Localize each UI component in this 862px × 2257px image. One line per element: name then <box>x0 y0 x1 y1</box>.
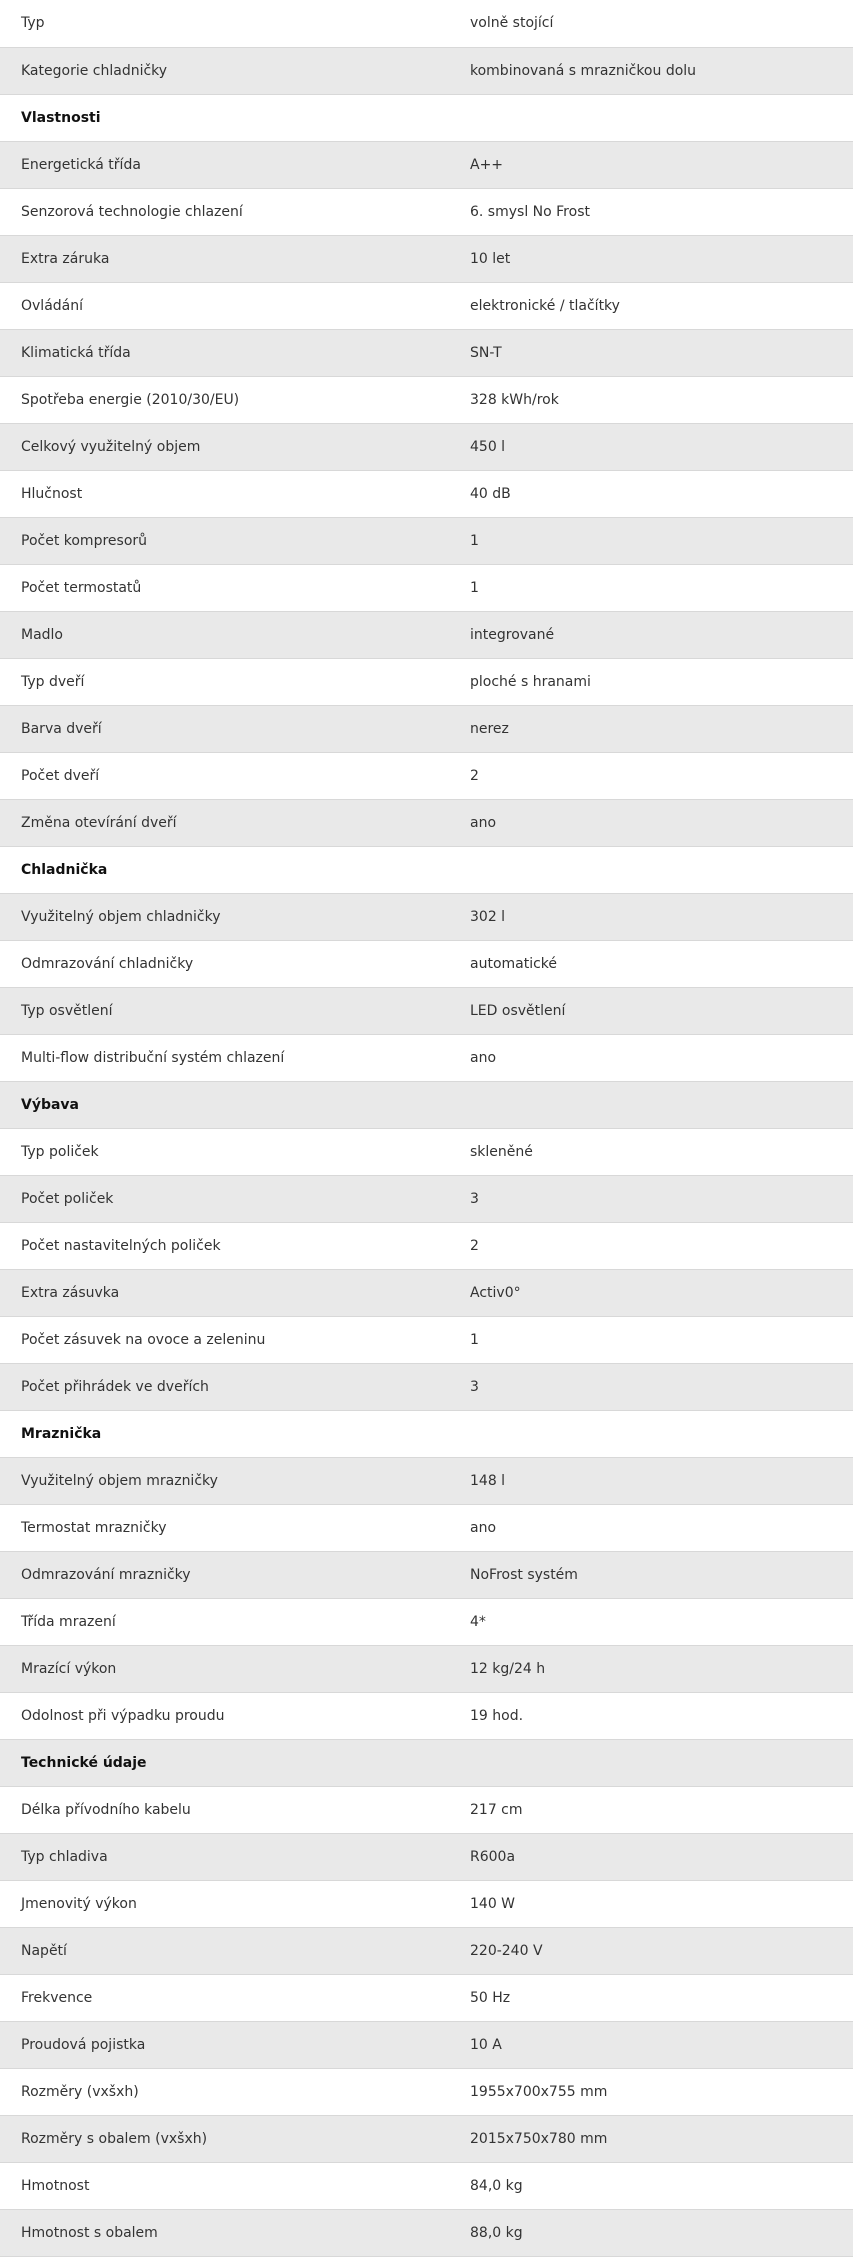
section-heading-row <box>0 1081 853 1128</box>
spec-row <box>0 1692 853 1739</box>
spec-value: 4* <box>450 1598 853 1645</box>
spec-value: 3 <box>450 1363 853 1410</box>
spec-row <box>0 1128 853 1175</box>
spec-label: Mrazící výkon <box>0 1645 450 1692</box>
spec-label: Napětí <box>0 1927 450 1974</box>
spec-row <box>0 1457 853 1504</box>
spec-value: volně stojící <box>450 0 853 47</box>
section-heading-spacer <box>450 846 853 893</box>
spec-label: Počet termostatů <box>0 564 450 611</box>
spec-label: Celkový využitelný objem <box>0 423 450 470</box>
spec-row <box>0 1175 853 1222</box>
spec-label: Hlučnost <box>0 470 450 517</box>
spec-value: elektronické / tlačítky <box>450 282 853 329</box>
spec-label: Změna otevírání dveří <box>0 799 450 846</box>
spec-row <box>0 1222 853 1269</box>
spec-label: Extra záruka <box>0 235 450 282</box>
spec-row <box>0 2209 853 2256</box>
section-heading: Technické údaje <box>0 1739 450 1786</box>
section-heading-row <box>0 94 853 141</box>
spec-label: Počet přihrádek ve dveřích <box>0 1363 450 1410</box>
spec-row <box>0 1598 853 1645</box>
spec-label: Využitelný objem chladničky <box>0 893 450 940</box>
spec-value: 2 <box>450 1222 853 1269</box>
spec-row <box>0 1363 853 1410</box>
spec-value: ploché s hranami <box>450 658 853 705</box>
spec-value: nerez <box>450 705 853 752</box>
spec-row <box>0 2021 853 2068</box>
spec-value: 220-240 V <box>450 1927 853 1974</box>
spec-label: Třída mrazení <box>0 1598 450 1645</box>
spec-value: ano <box>450 1034 853 1081</box>
spec-label: Rozměry (vxšxh) <box>0 2068 450 2115</box>
spec-value: automatické <box>450 940 853 987</box>
spec-row <box>0 2115 853 2162</box>
section-heading-spacer <box>450 1739 853 1786</box>
spec-row <box>0 376 853 423</box>
spec-label: Typ osvětlení <box>0 987 450 1034</box>
section-heading-spacer <box>450 1081 853 1128</box>
spec-label: Hmotnost <box>0 2162 450 2209</box>
spec-value: SN-T <box>450 329 853 376</box>
spec-row <box>0 423 853 470</box>
spec-value: 1955x700x755 mm <box>450 2068 853 2115</box>
spec-row <box>0 940 853 987</box>
spec-value: 148 l <box>450 1457 853 1504</box>
spec-label: Senzorová technologie chlazení <box>0 188 450 235</box>
spec-row <box>0 1786 853 1833</box>
spec-row <box>0 1927 853 1974</box>
spec-label: Kategorie chladničky <box>0 47 450 94</box>
spec-value: 302 l <box>450 893 853 940</box>
spec-label: Počet poliček <box>0 1175 450 1222</box>
spec-row <box>0 1269 853 1316</box>
spec-label: Rozměry s obalem (vxšxh) <box>0 2115 450 2162</box>
spec-row <box>0 752 853 799</box>
spec-label: Ovládání <box>0 282 450 329</box>
section-heading-row <box>0 1410 853 1457</box>
spec-value: 19 hod. <box>450 1692 853 1739</box>
spec-row <box>0 1316 853 1363</box>
spec-row <box>0 188 853 235</box>
spec-value: 50 Hz <box>450 1974 853 2021</box>
spec-value: 12 kg/24 h <box>450 1645 853 1692</box>
spec-value: R600a <box>450 1833 853 1880</box>
spec-label: Délka přívodního kabelu <box>0 1786 450 1833</box>
section-heading: Mraznička <box>0 1410 450 1457</box>
section-heading-spacer <box>450 94 853 141</box>
spec-value: 88,0 kg <box>450 2209 853 2256</box>
spec-row <box>0 141 853 188</box>
spec-label: Typ <box>0 0 450 47</box>
spec-row <box>0 564 853 611</box>
spec-label: Počet dveří <box>0 752 450 799</box>
spec-value: 1 <box>450 564 853 611</box>
spec-label: Energetická třída <box>0 141 450 188</box>
spec-row <box>0 2162 853 2209</box>
spec-label: Klimatická třída <box>0 329 450 376</box>
spec-row <box>0 282 853 329</box>
spec-value: 3 <box>450 1175 853 1222</box>
spec-row <box>0 1974 853 2021</box>
spec-row <box>0 611 853 658</box>
spec-row <box>0 329 853 376</box>
spec-row <box>0 1551 853 1598</box>
spec-row <box>0 1034 853 1081</box>
spec-row <box>0 235 853 282</box>
spec-row <box>0 1504 853 1551</box>
spec-value: skleněné <box>450 1128 853 1175</box>
spec-value: integrované <box>450 611 853 658</box>
spec-label: Typ chladiva <box>0 1833 450 1880</box>
spec-row <box>0 1880 853 1927</box>
spec-label: Počet nastavitelných poliček <box>0 1222 450 1269</box>
spec-label: Termostat mrazničky <box>0 1504 450 1551</box>
section-heading-spacer <box>450 1410 853 1457</box>
spec-row <box>0 799 853 846</box>
spec-label: Odolnost při výpadku proudu <box>0 1692 450 1739</box>
spec-value: 40 dB <box>450 470 853 517</box>
spec-value: 328 kWh/rok <box>450 376 853 423</box>
spec-label: Typ dveří <box>0 658 450 705</box>
spec-label: Proudová pojistka <box>0 2021 450 2068</box>
spec-row <box>0 2068 853 2115</box>
spec-label: Frekvence <box>0 1974 450 2021</box>
spec-label: Madlo <box>0 611 450 658</box>
spec-value: 2 <box>450 752 853 799</box>
spec-row <box>0 658 853 705</box>
spec-label: Jmenovitý výkon <box>0 1880 450 1927</box>
spec-value: 6. smysl No Frost <box>450 188 853 235</box>
spec-value: 1 <box>450 1316 853 1363</box>
spec-row <box>0 987 853 1034</box>
spec-label: Počet zásuvek na ovoce a zeleninu <box>0 1316 450 1363</box>
spec-label: Spotřeba energie (2010/30/EU) <box>0 376 450 423</box>
spec-label: Extra zásuvka <box>0 1269 450 1316</box>
spec-value: 2015x750x780 mm <box>450 2115 853 2162</box>
section-heading: Výbava <box>0 1081 450 1128</box>
spec-value: 84,0 kg <box>450 2162 853 2209</box>
spec-value: 450 l <box>450 423 853 470</box>
spec-value: ano <box>450 799 853 846</box>
spec-row <box>0 470 853 517</box>
spec-value: NoFrost systém <box>450 1551 853 1598</box>
spec-row <box>0 705 853 752</box>
spec-value: 217 cm <box>450 1786 853 1833</box>
spec-row <box>0 1645 853 1692</box>
spec-value: 10 A <box>450 2021 853 2068</box>
spec-row <box>0 893 853 940</box>
spec-label: Multi-flow distribuční systém chlazení <box>0 1034 450 1081</box>
spec-row <box>0 47 853 94</box>
spec-label: Barva dveří <box>0 705 450 752</box>
spec-label: Odmrazování chladničky <box>0 940 450 987</box>
spec-label: Využitelný objem mrazničky <box>0 1457 450 1504</box>
spec-value: 10 let <box>450 235 853 282</box>
section-heading-row <box>0 846 853 893</box>
spec-value: LED osvětlení <box>450 987 853 1034</box>
spec-value: ano <box>450 1504 853 1551</box>
spec-label: Počet kompresorů <box>0 517 450 564</box>
spec-row <box>0 0 853 47</box>
spec-value: A++ <box>450 141 853 188</box>
spec-row <box>0 1833 853 1880</box>
section-heading-row <box>0 1739 853 1786</box>
spec-value: 1 <box>450 517 853 564</box>
section-heading: Vlastnosti <box>0 94 450 141</box>
spec-value: 140 W <box>450 1880 853 1927</box>
spec-value: kombinovaná s mrazničkou dolu <box>450 47 853 94</box>
section-heading: Chladnička <box>0 846 450 893</box>
spec-label: Typ poliček <box>0 1128 450 1175</box>
spec-row <box>0 517 853 564</box>
spec-value: Activ0° <box>450 1269 853 1316</box>
spec-label: Hmotnost s obalem <box>0 2209 450 2256</box>
spec-label: Odmrazování mrazničky <box>0 1551 450 1598</box>
